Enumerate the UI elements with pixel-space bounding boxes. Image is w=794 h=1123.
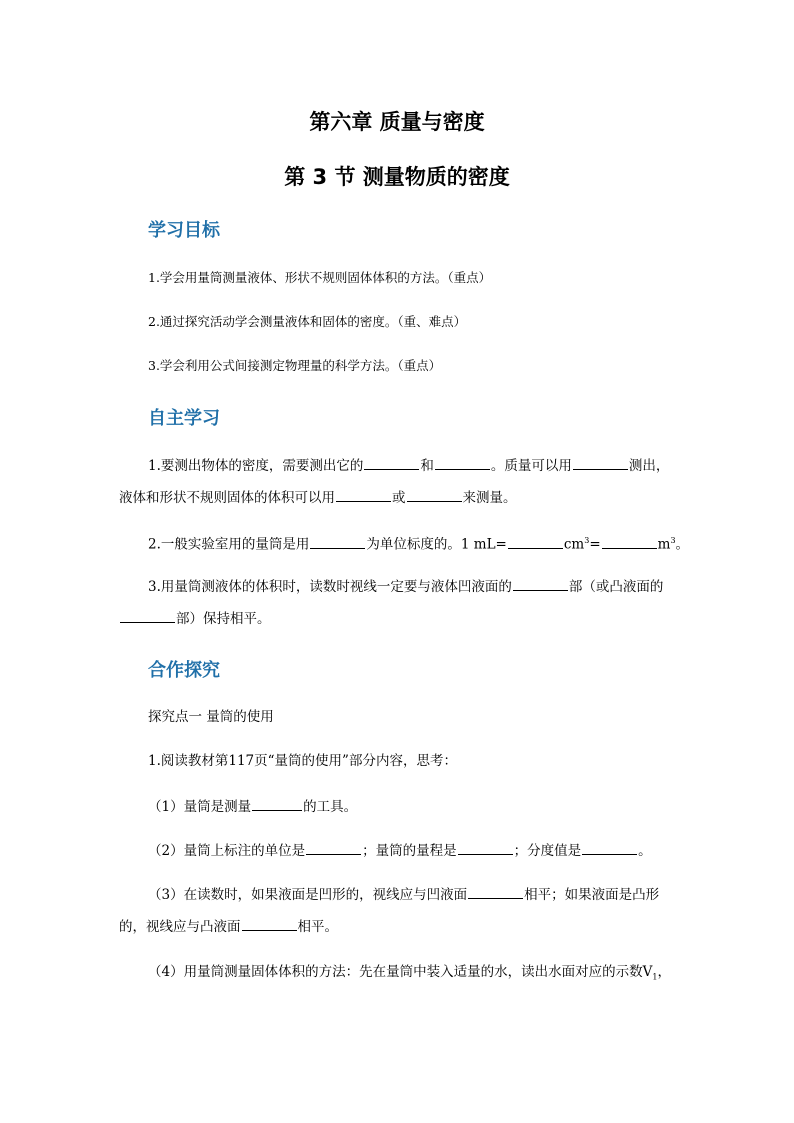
self-q1-line1: 1.要测出物体的密度，需要测出它的 和 。质量可以用 测出， [148, 455, 669, 476]
chapter-title: 第六章 质量与密度 [309, 110, 485, 134]
self-q1-line2: 液体和形状不规则固体的体积可以用 或 来测量。 [119, 487, 517, 508]
coop-s1: （1）量筒是测量 的工具。 [148, 796, 357, 817]
answer-blank[interactable] [120, 608, 175, 623]
coop-heading: 合作探究 [148, 660, 220, 681]
coop-s3-line2: 的，视线应与凸液面 相平。 [119, 916, 338, 937]
answer-blank[interactable] [364, 455, 419, 470]
section-title: 第 3 节 测量物质的密度 [284, 165, 510, 189]
answer-blank[interactable] [582, 840, 637, 855]
answer-blank[interactable] [573, 455, 628, 470]
answer-blank[interactable] [458, 840, 513, 855]
answer-blank[interactable] [242, 916, 297, 931]
answer-blank[interactable] [513, 576, 568, 591]
answer-blank[interactable] [306, 840, 361, 855]
answer-blank[interactable] [508, 534, 563, 549]
self-q2: 2.一般实验室用的量筒是用 为单位标度的。1 $mL= cm^3= m^3$。 [148, 531, 689, 555]
answer-blank[interactable] [602, 534, 657, 549]
explore-point-title: 探究点一 量筒的使用 [148, 709, 274, 725]
answer-blank[interactable] [252, 796, 302, 811]
answer-blank[interactable] [336, 487, 391, 502]
goal-item-2: 2.通过探究活动学会测量液体和固体的密度。（重、难点） [148, 314, 467, 329]
self-q3-line1: 3.用量筒测液体的体积时，读数时视线一定要与液体凹液面的 部（或凸液面的 [148, 576, 663, 597]
answer-blank[interactable] [310, 534, 365, 549]
self-study-heading: 自主学习 [148, 408, 220, 429]
answer-blank[interactable] [435, 455, 490, 470]
goal-item-3: 3.学会利用公式间接测定物理量的科学方法。（重点） [148, 358, 442, 373]
coop-s2: （2）量筒上标注的单位是 ；量筒的量程是 ；分度值是 。 [148, 840, 652, 861]
answer-blank[interactable] [407, 487, 462, 502]
answer-blank[interactable] [468, 884, 523, 899]
self-q3-line2: 部）保持相平。 [119, 608, 271, 629]
goals-heading: 学习目标 [148, 220, 220, 241]
goal-item-1: 1.学会用量筒测量液体、形状不规则固体体积的方法。（重点） [148, 270, 492, 285]
coop-s4: （4）用量筒测量固体体积的方法：先在量筒中装入适量的水，读出水面对应的示数$V_1$， [148, 964, 671, 982]
coop-s3-line1: （3）在读数时，如果液面是凹形的，视线应与凹液面 相平；如果液面是凸形 [148, 884, 659, 905]
coop-p1: 1.阅读教材第117页“量筒的使用”部分内容，思考： [148, 753, 457, 769]
